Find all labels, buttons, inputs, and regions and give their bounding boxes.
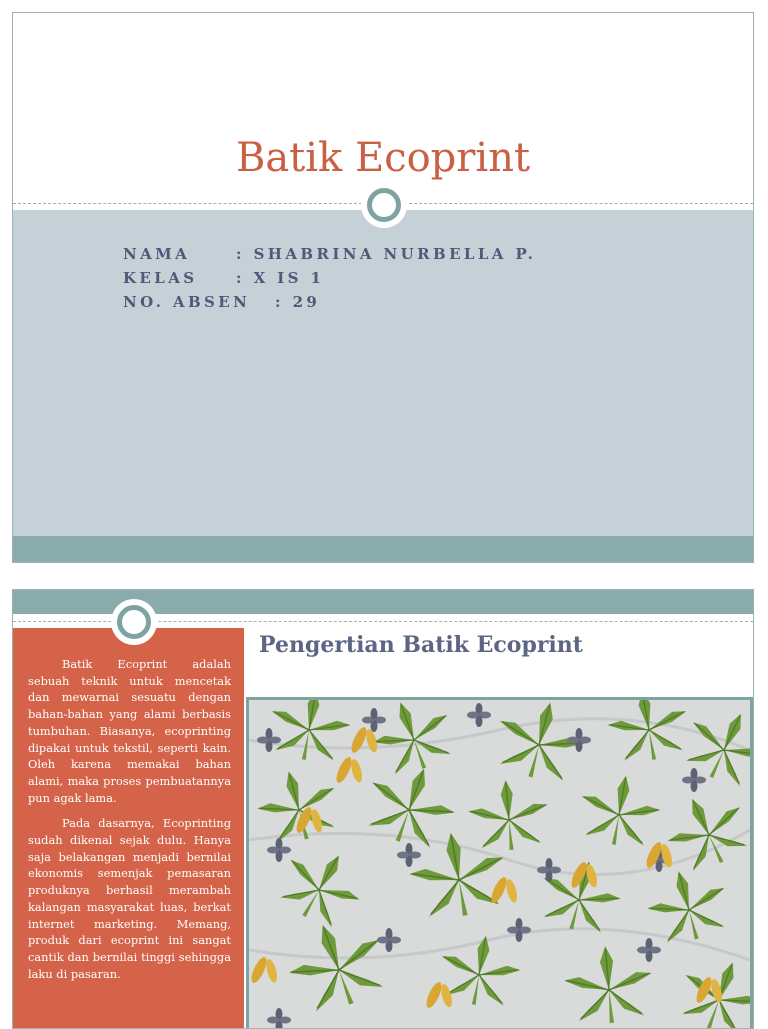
info-row-nama bbox=[123, 242, 536, 266]
paragraph: Pada dasarnya, Ecoprinting sudah dikenal sejak dulu. Hanya saja belakangan menjadi bernilai ekonomis semenjak pemasaran produknya berhasil merambah kalangan masyarakat luas, berkat internet marketing. Memang, produk dari ecoprint ini sangat cantik dan bernilai tinggi sehingga laku di pasaran. bbox=[28, 816, 231, 981]
title-slide bbox=[12, 12, 754, 563]
info-row-absen bbox=[123, 290, 536, 314]
info-value: X IS 1 bbox=[253, 269, 325, 287]
info-separator: : bbox=[275, 293, 284, 311]
circle-ornament-icon bbox=[361, 182, 407, 228]
info-label: NO. ABSEN bbox=[123, 293, 251, 311]
paragraph: Batik Ecoprint adalah sebuah teknik untuk mencetak dan mewarnai sesuatu dengan bahan-bahan yang alami berbasis tumbuhan. Biasanya, ecoprinting dipakai untuk tekstil, seperti kain. Oleh karena memakai bahan alami, maka proses pembuatannya pun agak lama. bbox=[28, 657, 231, 805]
bottom-band bbox=[13, 536, 753, 563]
info-value: 29 bbox=[292, 293, 321, 311]
student-info bbox=[123, 242, 536, 314]
circle-ornament-icon bbox=[111, 599, 157, 645]
info-label: NAMA bbox=[123, 245, 191, 263]
batik-fabric-photo-icon bbox=[246, 697, 753, 1029]
info-separator: : bbox=[236, 269, 245, 287]
definition-text bbox=[28, 656, 231, 991]
info-label: KELAS bbox=[123, 269, 198, 287]
info-row-kelas bbox=[123, 266, 536, 290]
content-slide bbox=[12, 589, 754, 1029]
info-separator: : bbox=[236, 245, 245, 263]
section-heading: Pengertian Batik Ecoprint bbox=[259, 632, 583, 658]
info-value: SHABRINA NURBELLA P. bbox=[253, 245, 537, 263]
slide-title: Batik Ecoprint bbox=[235, 135, 531, 181]
